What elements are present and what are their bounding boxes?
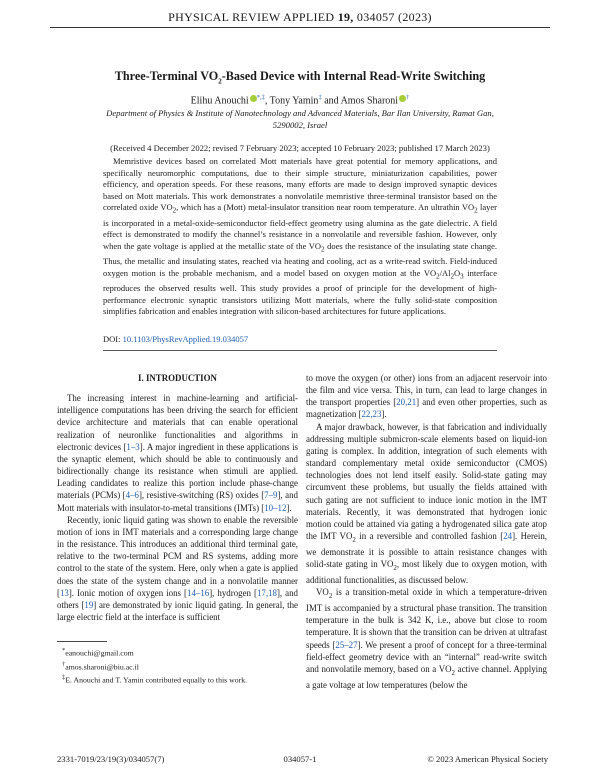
footnote: †amos.sharoni@biu.ac.il <box>62 660 139 672</box>
affiliation: Department of Physics & Institute of Nanotechnology and Advanced Materials, Bar Ilan University, Ramat Gan, 5290002, Israel <box>106 108 494 130</box>
citation-link[interactable]: 13 <box>59 587 69 598</box>
journal-volume: 19, <box>337 10 354 24</box>
article-number: 034057 <box>356 10 395 24</box>
footer-page-number: 034057-1 <box>283 754 317 764</box>
paragraph: $VO_2$ is a transition-metal oxide in which a temperature-driven IMT is accompanied by a structural phase transition. The transition temperature in the bulk is 342 K, i.e., above but close to room temperature. It is shown that the transition can be driven at ultrafast speeds [25–27]. We present a proof of concept for a three-terminal field-effect geometry device with an “internal” read-write switch and nonvolatile memory, based on a $VO_2$ active channel. Applying a gate voltage at low temperatures (below the <box>306 587 547 690</box>
citation-link[interactable]: 4–6 <box>125 490 139 501</box>
author-marks[interactable]: ‡ <box>318 94 322 101</box>
author-yamin: Tony Yamin <box>269 95 319 107</box>
author-marks[interactable]: *,‡ <box>256 94 265 101</box>
doi-line: DOI: 10.1103/PhysRevApplied.19.034057 <box>103 334 249 344</box>
email-link[interactable]: eanouchi@gmail.com <box>65 648 134 658</box>
citation-link[interactable]: 17,18 <box>256 587 277 598</box>
left-column <box>57 372 298 623</box>
footnote-rule <box>57 641 107 642</box>
abstract-rule <box>103 350 497 351</box>
author-sharoni: Amos Sharoni <box>340 95 399 107</box>
citation-link[interactable]: 22,23 <box>361 409 382 420</box>
paragraph: Recently, ionic liquid gating was shown to enable the reversible motion of ions in IMT materials and a corresponding large change in the resistance. This introduces an additional third terminal gate, relative to the two-terminal PCM and RS systems, adding more control to the state of the system. Here, only when a gate is applied does the state of the system change and in a nonvolatile manner [13]. Ionic motion of oxygen ions [14–16], hydrogen [17,18], and others [19] are demonstrated by ionic liquid gating. In general, the large electric field at the interface is sufficient <box>57 514 298 622</box>
footnote: *eanouchi@gmail.com <box>62 647 134 658</box>
paragraph: The increasing interest in machine-learning and artificial-intelligence computations has been driving the search for efficient device architecture and materials that can enable operational realization of neuronlike functionalities and algorithms in electronic devices [1–3]. A major ingredient in these applications is the synaptic element, which should be able to continuously and bidirectionally change its resistance when stimuli are applied. Leading candidates to realize this portion include phase-change materials (PCMs) [4–6], resistive-switching (RS) oxides [7–9], and Mott materials with insulator-to-metal transitions (IMTs) [10–12]. <box>57 393 298 513</box>
author-anouchi: Elihu Anouchi <box>190 95 249 107</box>
paragraph: A major drawback, however, is that fabrication and individually addressing multiple submicron-scale elements based on liquid-ion gating is complex. In addition, integration of such elements with standard complementary metal oxide semiconductor (CMOS) technologies does not lend itself easily. Solid-state gating may circumvent these problems, but usually the fields attained with such gating are not sufficient to induce ionic motion in the IMT materials. Recently, it was demonstrated that hydrogen ionic motion could be attained via gating a hydrogenated silica gate atop the IMT $VO_2$ in a reversible and controlled fashion [24]. Herein, we demonstrate it is possible to attain resistance changes with solid-state gating in $VO_2$, most likely due to oxygen motion, with additional functionalities, as discussed below. <box>306 421 547 586</box>
citation-link[interactable]: 14–16 <box>187 587 210 598</box>
abstract: Memristive devices based on correlated Mott materials have great potential for memory applications, and specifically neuromorphic computations, due to their simple structure, miniaturization capabilities, power efficiency, and operation speeds. For these reasons, many efforts are made to design improved synaptic devices based on Mott materials. This work demonstrates a nonvolatile memristive three-terminal transistor based on the correlated oxide $VO_2$, which has a (Mott) metal-insulator transition near room temperature. An ultrathin $VO_2$ layer is incorporated in a metal-oxide-semiconductor field-effect geometry using alumina as the gate dielectric. A field effect is demonstrated to modify the channel’s resistance in a nonvolatile and reversible fashion. However, only when the gate voltage is applied at the metallic state of the $VO_2$ does the resistance of the insulating state change. Thus, the metallic and insulating states, reached via heating and cooling, act as a write-read switch. Field-induced oxygen motion is the probable mechanism, and a model based on oxygen motion at the $VO_2/Al_2O_3$ interface reproduces the observed results well. This study provides a proof of principle for the development of high-performance electronic synaptic transistors utilizing Mott materials, where the fully solid-state composition simplifies fabrication and enables integration with silicon-based architectures for future applications. <box>103 156 497 317</box>
citation-link[interactable]: 19 <box>84 599 94 610</box>
header-rule <box>50 27 550 28</box>
orcid-icon[interactable] <box>250 95 257 102</box>
footer-issn: 2331-7019/23/19(3)/034057(7) <box>57 754 165 764</box>
author-marks[interactable]: † <box>406 94 410 101</box>
received-dates: (Received 4 December 2022; revised 7 February 2023; accepted 10 February 2023; published 17 March 2023) <box>110 143 490 153</box>
paper-title: Three-Terminal $VO_2$-Based Device with Internal Read-Write Switching <box>114 69 486 86</box>
publication-year: (2023) <box>398 10 432 24</box>
footnotes <box>57 645 298 686</box>
paragraph: to move the oxygen (or other) ions from an adjacent reservoir into the film and vice versa. This, in turn, can lead to large changes in the transport properties [20,21] and even other properties, such as magnetization [22,23]. <box>306 373 547 420</box>
footnote: ‡E. Anouchi and T. Yamin contributed equally to this work. <box>62 674 248 685</box>
doi-link[interactable]: 10.1103/PhysRevApplied.19.034057 <box>122 334 249 344</box>
citation-link[interactable]: 24 <box>503 531 513 542</box>
section-heading: I. INTRODUCTION <box>138 373 217 383</box>
citation-link[interactable]: 10–12 <box>264 502 287 513</box>
right-column <box>306 372 547 691</box>
citation-link[interactable]: 1–3 <box>126 441 140 452</box>
email-link[interactable]: amos.sharoni@biu.ac.il <box>65 662 139 672</box>
footer-copyright: © 2023 American Physical Society <box>427 754 548 764</box>
author-list: Elihu Anouchi *,‡, Tony Yamin‡ and Amos Sharoni † <box>190 94 410 107</box>
running-header <box>0 10 600 25</box>
citation-link[interactable]: 20,21 <box>396 397 417 408</box>
citation-link[interactable]: 7–9 <box>264 490 278 501</box>
journal-name: PHYSICAL REVIEW APPLIED <box>168 10 335 24</box>
citation-link[interactable]: 25–27 <box>335 639 358 650</box>
